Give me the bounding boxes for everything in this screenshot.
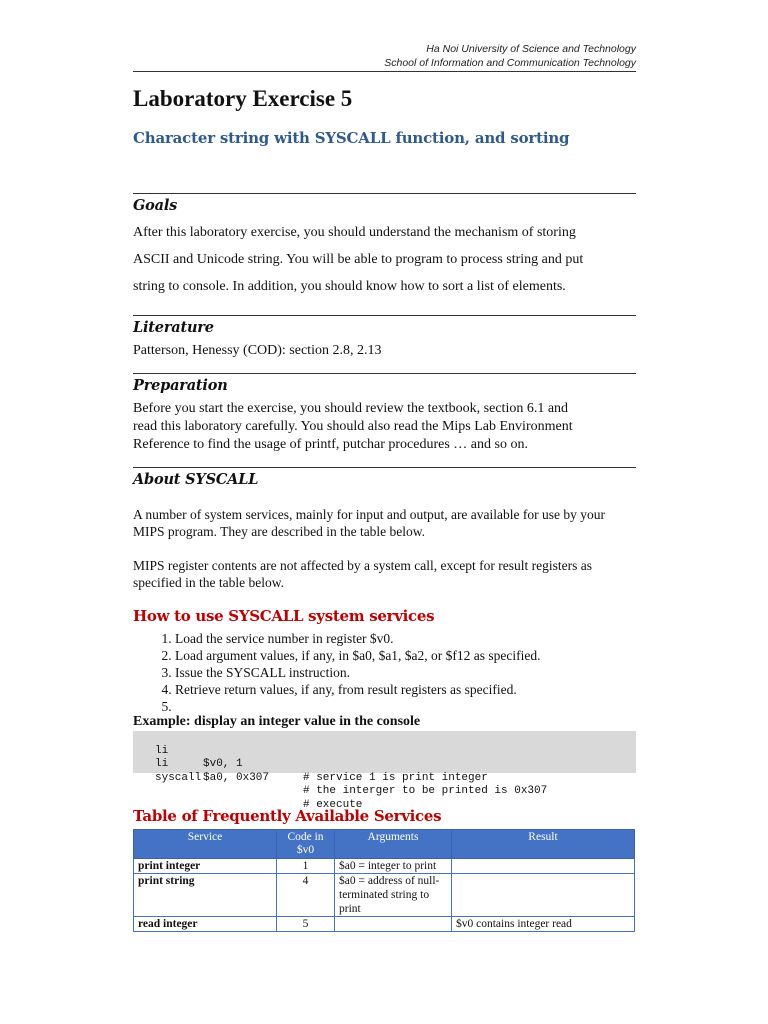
- code-comment: # the interger to be printed is 0x307: [303, 785, 548, 797]
- table-row: [134, 917, 635, 932]
- literature-text: Patterson, Henessy (COD): section 2.8, 2.13: [133, 343, 382, 358]
- section-divider: [133, 193, 636, 194]
- code-arguments: $a0, 0x307: [203, 771, 270, 784]
- code-comment: # execute: [303, 798, 363, 811]
- cell-code: 5: [277, 917, 335, 932]
- header-divider: [133, 71, 636, 72]
- cell-arguments: [335, 917, 452, 932]
- code-arguments: $v0, 1: [203, 758, 243, 770]
- goals-line: After this laboratory exercise, you should understand the mechanism of storing: [133, 225, 576, 240]
- preparation-line: Before you start the exercise, you should review the textbook, section 6.1 and: [133, 401, 569, 416]
- cell-code: 1: [277, 859, 335, 874]
- literature-heading: Literature: [133, 319, 214, 336]
- syscall-heading: About SYSCALL: [133, 471, 259, 488]
- step-item: 2. Load argument values, if any, in $a0, $a1, $a2, or $f12 as specified.: [175, 647, 636, 664]
- table-heading: Table of Frequently Available Services: [133, 807, 442, 825]
- syscall-paragraph-1: [133, 506, 636, 540]
- step-item: 4. Retrieve return values, if any, from result registers as specified.: [175, 681, 636, 698]
- preparation-heading: Preparation: [133, 377, 228, 394]
- syscall-line: MIPS register contents are not affected by a system call, except for result registers as: [133, 558, 592, 573]
- page-title: Laboratory Exercise 5: [133, 86, 353, 111]
- header-university: Ha Noi University of Science and Technology: [426, 43, 636, 55]
- cell-result: $v0 contains integer read: [452, 917, 635, 932]
- goals-text: [133, 219, 636, 300]
- cell-service: print string: [134, 874, 277, 917]
- syscall-line: MIPS program. They are described in the table below.: [133, 524, 426, 539]
- cell-arguments: $a0 = integer to print: [335, 859, 452, 874]
- goals-line: ASCII and Unicode string. You will be able to program to process string and put: [133, 252, 584, 267]
- goals-heading: Goals: [133, 197, 178, 214]
- section-divider: [133, 315, 636, 316]
- cell-service: print integer: [134, 859, 277, 874]
- code-block: [133, 731, 636, 811]
- example-label: Example: display an integer value in the console: [133, 714, 421, 729]
- column-header: Service: [134, 830, 277, 859]
- cell-service: read integer: [134, 917, 277, 932]
- preparation-line: Reference to find the usage of printf, putchar procedures … and so on.: [133, 437, 528, 452]
- step-item: 1. Load the service number in register $v0.: [175, 630, 636, 647]
- code-instruction: li: [155, 758, 169, 770]
- services-table: [133, 829, 635, 932]
- code-instruction: li: [155, 744, 169, 757]
- table-row: [134, 874, 635, 917]
- syscall-line: A number of system services, mainly for input and output, are available for use by your: [133, 507, 606, 522]
- syscall-line: specified in the table below.: [133, 575, 284, 590]
- cell-code: 4: [277, 874, 335, 917]
- running-header: [384, 42, 636, 70]
- table-header-row: [134, 830, 635, 859]
- column-header: Arguments: [335, 830, 452, 859]
- column-header: Code in $v0: [277, 830, 335, 859]
- header-school: School of Information and Communication Technology: [384, 57, 636, 69]
- how-to-heading: How to use SYSCALL system services: [133, 607, 435, 625]
- column-header: Result: [452, 830, 635, 859]
- section-divider: [133, 373, 636, 374]
- cell-arguments: $a0 = address of null-terminated string to print: [335, 874, 452, 917]
- page-subtitle: Character string with SYSCALL function, and sorting: [133, 129, 570, 147]
- section-divider: [133, 467, 636, 468]
- cell-result: [452, 874, 635, 917]
- syscall-paragraph-2: [133, 557, 636, 591]
- step-item: 3. Issue the SYSCALL instruction.: [175, 664, 636, 681]
- preparation-line: read this laboratory carefully. You should also read the Mips Lab Environment: [133, 419, 573, 434]
- step-item: [175, 698, 636, 715]
- preparation-text: [133, 400, 636, 454]
- goals-line: string to console. In addition, you should know how to sort a list of elements.: [133, 279, 566, 294]
- steps-list: [133, 630, 636, 715]
- cell-result: [452, 859, 635, 874]
- code-comment: # service 1 is print integer: [303, 771, 488, 784]
- table-row: [134, 859, 635, 874]
- code-instruction: syscall: [155, 771, 202, 784]
